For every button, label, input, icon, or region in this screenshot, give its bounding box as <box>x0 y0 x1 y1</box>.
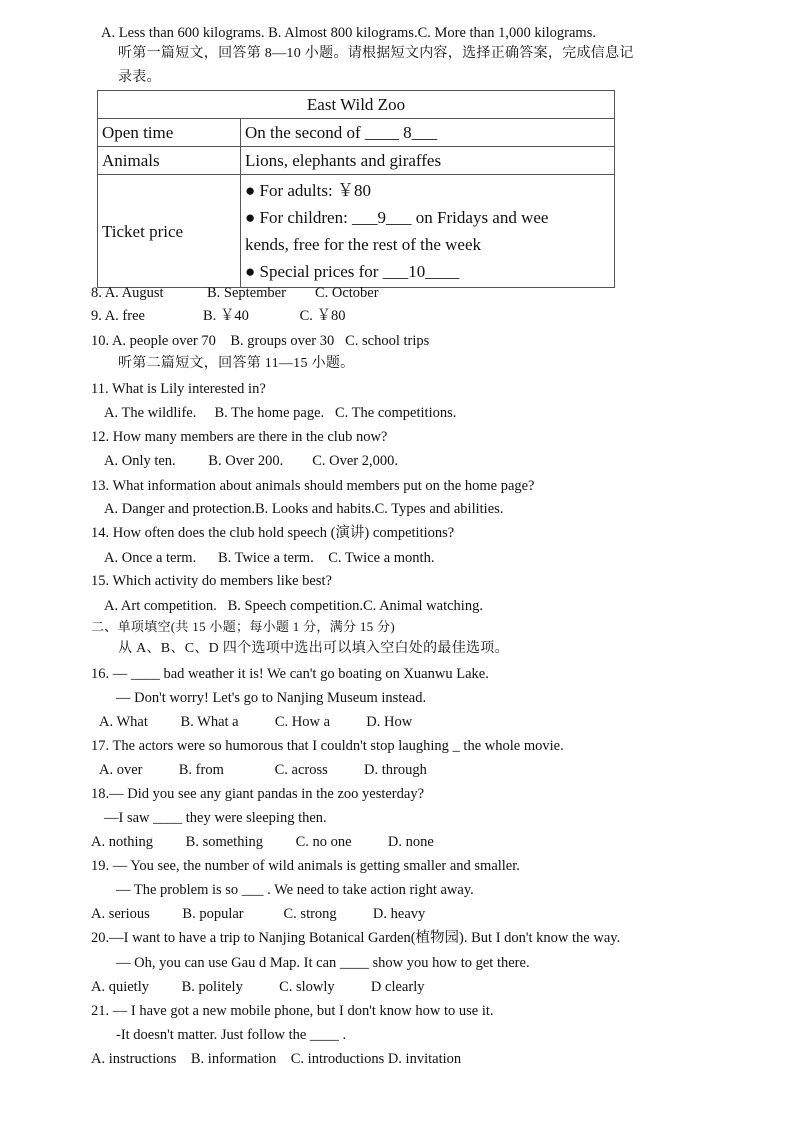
q18-options: A. nothing B. something C. no one D. none <box>91 834 434 850</box>
q21-stem: 21. — I have got a new mobile phone, but I don't know how to use it. <box>91 1003 494 1019</box>
ticket-children-cont: kends, free for the rest of the week <box>245 235 482 254</box>
q20-reply: — Oh, you can use Gau d Map. It can ____ show you how to get there. <box>116 955 530 971</box>
q11-stem: 11. What is Lily interested in? <box>91 381 266 397</box>
table-row <box>98 175 615 288</box>
section-2-title: 二、单项填空(共 15 小题；每小题 1 分，满分 15 分) <box>91 619 395 634</box>
q16-reply: — Don't worry! Let's go to Nanjing Museum instead. <box>116 690 427 706</box>
q14-options: A. Once a term. B. Twice a term. C. Twice a month. <box>104 550 435 566</box>
q7-options: A. Less than 600 kilograms. B. Almost 800 kilograms.C. More than 1,000 kilograms. <box>101 25 596 41</box>
q8-options: 8. A. August B. September C. October <box>91 285 379 301</box>
q9-options: 9. A. free B. ￥40 C. ￥80 <box>91 308 346 324</box>
listening-instruction-1-cont: 录表。 <box>118 70 161 85</box>
ticket-children: ● For children: ___9___ on Fridays and wee <box>245 208 549 227</box>
table-title: East Wild Zoo <box>98 91 615 119</box>
q12-stem: 12. How many members are there in the club now? <box>91 429 388 445</box>
row-label-animals: Animals <box>98 147 241 175</box>
ticket-adults: ● For adults: ￥80 <box>245 181 371 200</box>
listening-instruction-1: 听第一篇短文，回答第 8—10 小题。请根据短文内容，选择正确答案，完成信息记 <box>118 46 634 61</box>
table-title-row <box>98 91 615 119</box>
listening-instruction-2: 听第二篇短文，回答第 11—15 小题。 <box>118 356 355 371</box>
q11-options: A. The wildlife. B. The home page. C. The competitions. <box>104 405 457 421</box>
q13-stem: 13. What information about animals should members put on the home page? <box>91 478 535 494</box>
q21-reply: -It doesn't matter. Just follow the ____ . <box>116 1027 347 1043</box>
q20-stem: 20.—I want to have a trip to Nanjing Botanical Garden(植物园). But I don't know the way. <box>91 930 621 946</box>
q15-stem: 15. Which activity do members like best? <box>91 573 332 589</box>
q21-options: A. instructions B. information C. introductions D. invitation <box>91 1051 462 1067</box>
q17-options: A. over B. from C. across D. through <box>99 762 427 778</box>
q20-options: A. quietly B. politely C. slowly D clearly <box>91 979 425 995</box>
q18-stem: 18.— Did you see any giant pandas in the zoo yesterday? <box>91 786 425 802</box>
row-label-open-time: Open time <box>98 119 241 147</box>
row-value-animals: Lions, elephants and giraffes <box>241 147 615 175</box>
table-row <box>98 119 615 147</box>
q18-reply: —I saw ____ they were sleeping then. <box>104 810 327 826</box>
q19-options: A. serious B. popular C. strong D. heavy <box>91 906 426 922</box>
ticket-special: ● Special prices for ___10____ <box>245 262 460 281</box>
q19-reply: — The problem is so ___ . We need to take action right away. <box>116 882 474 898</box>
q13-options: A. Danger and protection.B. Looks and habits.C. Types and abilities. <box>104 501 504 517</box>
q15-options: A. Art competition. B. Speech competition.C. Animal watching. <box>104 598 483 614</box>
q14-stem: 14. How often does the club hold speech (演讲) competitions? <box>91 525 455 541</box>
table-row <box>98 147 615 175</box>
q16-options: A. What B. What a C. How a D. How <box>99 714 413 730</box>
row-value-open-time: On the second of ____ 8___ <box>241 119 615 147</box>
zoo-info-table <box>97 90 615 288</box>
q10-options: 10. A. people over 70 B. groups over 30 C. school trips <box>91 333 430 349</box>
section-2-instruction: 从 A、B、C、D 四个选项中选出可以填入空白处的最佳选项。 <box>118 641 509 656</box>
q19-stem: 19. — You see, the number of wild animals is getting smaller and smaller. <box>91 858 520 874</box>
q17-stem: 17. The actors were so humorous that I couldn't stop laughing _ the whole movie. <box>91 738 564 754</box>
row-label-ticket-price: Ticket price <box>98 175 241 288</box>
row-value-ticket-price <box>241 175 615 288</box>
q16-stem: 16. — ____ bad weather it is! We can't go boating on Xuanwu Lake. <box>91 666 489 682</box>
q12-options: A. Only ten. B. Over 200. C. Over 2,000. <box>104 453 399 469</box>
